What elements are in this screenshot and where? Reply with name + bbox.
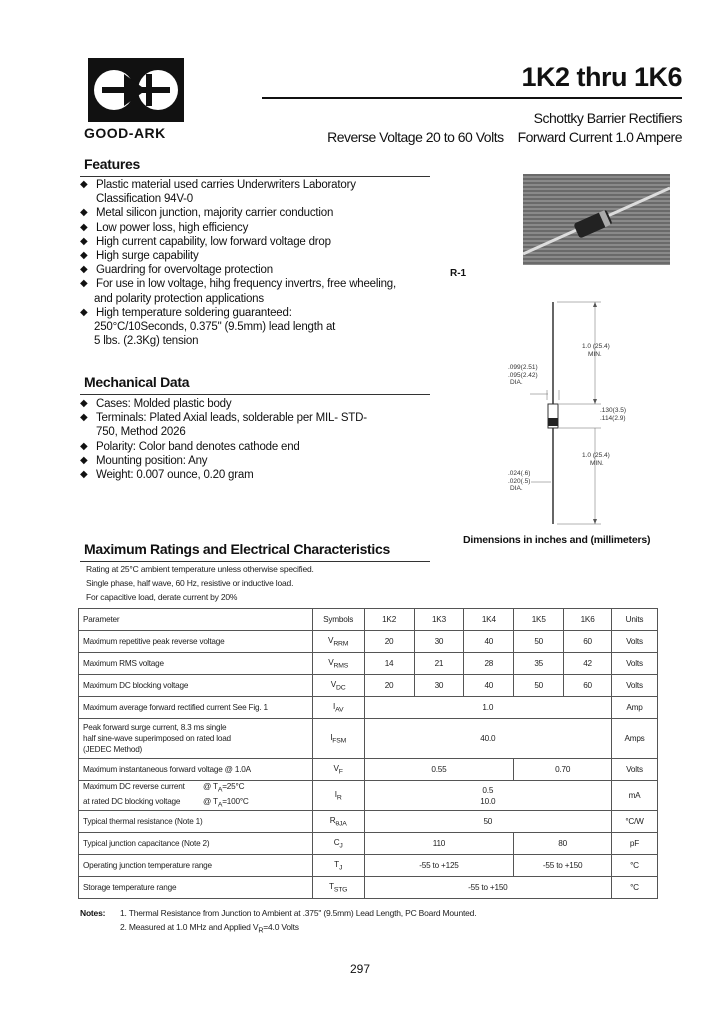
- spec-line: [327, 129, 682, 145]
- feature-item: ◆ High current capability, low forward voltage drop: [80, 235, 440, 249]
- feature-item: ◆ High temperature soldering guaranteed:: [80, 306, 440, 320]
- value-cell: 20: [364, 631, 414, 653]
- param-cell: Maximum repetitive peak reverse voltage: [79, 631, 313, 653]
- current-spec: Forward Current 1.0 Ampere: [517, 129, 682, 145]
- feature-item: ◆ For use in low voltage, hihg frequency invertrs, free wheeling,: [80, 277, 440, 291]
- symbol-sub: J: [338, 864, 343, 872]
- symbol-text: I: [333, 701, 336, 711]
- diode-logo-icon: [88, 58, 184, 122]
- unit-cell: °C/W: [612, 811, 658, 833]
- value-cell: -55 to +125: [364, 855, 514, 877]
- brand-name: GOOD-ARK: [84, 125, 166, 141]
- feature-item: ◆ Metal silicon junction, majority carrier conduction: [80, 206, 440, 220]
- param-cell: Operating junction temperature range: [79, 855, 313, 877]
- title-rule: [262, 97, 682, 99]
- header-cell: 1K3: [414, 609, 464, 631]
- symbol-sub: J: [339, 842, 343, 850]
- unit-cell: °C: [612, 877, 658, 899]
- dim-body-dia: [508, 364, 538, 387]
- mechanical-item: ◆ Weight: 0.007 ounce, 0.20 gram: [80, 468, 440, 482]
- unit-cell: Amps: [612, 719, 658, 759]
- cond-sub: A: [217, 801, 223, 809]
- symbol-text: V: [328, 635, 334, 645]
- table-row: [79, 653, 658, 675]
- value-cell: 60: [564, 675, 612, 697]
- product-photo: [523, 174, 670, 265]
- table-row: [79, 675, 658, 697]
- dimension-caption: Dimensions in inches and (millimeters): [463, 534, 651, 546]
- unit-cell: mA: [612, 781, 658, 811]
- value-cell: 30: [414, 675, 464, 697]
- feature-item-cont: 250°C/10Seconds, 0.375" (9.5mm) lead length at: [94, 321, 336, 334]
- unit-cell: Volts: [612, 653, 658, 675]
- symbol-text: C: [333, 837, 340, 847]
- feature-item-cont: 5 lbs. (2.3Kg) tension: [94, 335, 199, 348]
- symbol-cell: [312, 877, 364, 899]
- table-row: [79, 781, 658, 811]
- dim-text: MIN.: [588, 350, 602, 358]
- table-row: [79, 759, 658, 781]
- value-cell: [364, 781, 611, 811]
- symbol-sub: θJA: [335, 820, 347, 828]
- param-cell: Storage temperature range: [79, 877, 313, 899]
- condition-text: Rating at 25°C ambient temperature unless otherwise specified.: [86, 564, 314, 574]
- param-cell: Maximum average forward rectified current See Fig. 1: [79, 697, 313, 719]
- symbol-sub: AV: [335, 706, 344, 714]
- param-cell: Typical thermal resistance (Note 1): [79, 811, 313, 833]
- param-line: half sine-wave superimposed on rated load: [83, 734, 231, 743]
- symbol-cell: [312, 631, 364, 653]
- value-cell: -55 to +150: [514, 855, 612, 877]
- param-line: at rated DC blocking voltage: [83, 796, 181, 806]
- symbol-text: T: [334, 859, 339, 869]
- value-cell: 35: [514, 653, 564, 675]
- value-line: 0.5: [482, 785, 494, 795]
- dim-text: .024(.6): [508, 470, 531, 477]
- dim-lead-bottom: [582, 452, 610, 467]
- symbol-cell: [312, 811, 364, 833]
- dim-lead-dia: [508, 470, 530, 493]
- page-number: 297: [349, 962, 371, 976]
- page-title: 1K2 thru 1K6: [521, 62, 682, 92]
- table-row: [79, 719, 658, 759]
- feature-item-cont: Classification 94V-0: [96, 193, 193, 206]
- value-cell: 50: [364, 811, 611, 833]
- table-header-row: [79, 609, 658, 631]
- axial-diode-image: [523, 174, 670, 265]
- value-cell: 40: [464, 675, 514, 697]
- param-cell: Maximum instantaneous forward voltage @ 1.0A: [79, 759, 313, 781]
- dim-text: DIA.: [510, 485, 523, 492]
- table-row: [79, 697, 658, 719]
- symbol-cell: [312, 833, 364, 855]
- feature-item: ◆ Plastic material used carries Underwriters Laboratory: [80, 178, 440, 192]
- dim-text: .095(2.42): [508, 371, 538, 379]
- dim-lead-top: [582, 343, 610, 358]
- condition: [203, 781, 244, 796]
- feature-item: ◆ High surge capability: [80, 249, 440, 263]
- table-row: [79, 877, 658, 899]
- param-cell: Maximum RMS voltage: [79, 653, 313, 675]
- header-cell: 1K6: [564, 609, 612, 631]
- value-cell: 60: [564, 631, 612, 653]
- symbol-cell: [312, 781, 364, 811]
- cond-text: @ T: [203, 782, 218, 791]
- ratings-conditions: [86, 562, 314, 604]
- symbol-sub: FSM: [332, 737, 347, 745]
- unit-cell: °C: [612, 855, 658, 877]
- symbol-cell: [312, 675, 364, 697]
- symbol-text: V: [328, 657, 334, 667]
- header-cell: 1K2: [364, 609, 414, 631]
- value-cell: 30: [414, 631, 464, 653]
- header-cell: Units: [612, 609, 658, 631]
- subtitle: Schottky Barrier Rectifiers: [533, 110, 682, 126]
- symbol-cell: [312, 855, 364, 877]
- unit-cell: Amp: [612, 697, 658, 719]
- param-cell: Maximum DC blocking voltage: [79, 675, 313, 697]
- dim-text: DIA.: [510, 379, 523, 386]
- cond-sub: A: [217, 786, 223, 794]
- voltage-spec: Reverse Voltage 20 to 60 Volts: [327, 129, 504, 145]
- unit-cell: Volts: [612, 759, 658, 781]
- symbol-cell: [312, 697, 364, 719]
- symbol-sub: F: [338, 768, 343, 776]
- feature-item: ◆ Guardring for overvoltage protection: [80, 263, 440, 277]
- symbol-text: R: [329, 815, 336, 825]
- mechanical-item-cont: 750, Method 2026: [96, 426, 186, 439]
- value-cell: 80: [514, 833, 612, 855]
- symbol-sub: STG: [333, 886, 348, 894]
- header-cell: Symbols: [312, 609, 364, 631]
- feature-item-cont: and polarity protection applications: [94, 292, 264, 305]
- symbol-sub: RRM: [333, 640, 349, 648]
- notes-label: Notes:: [80, 908, 106, 918]
- value-cell: 42: [564, 653, 612, 675]
- features-rule: [80, 176, 430, 177]
- header-cell: 1K5: [514, 609, 564, 631]
- note-text: =4.0 Volts: [263, 922, 299, 932]
- symbol-cell: [312, 653, 364, 675]
- condition: [203, 796, 249, 811]
- dim-text: 1.0 (25.4): [582, 452, 610, 459]
- value-cell: 28: [464, 653, 514, 675]
- mechanical-item: ◆ Terminals: Plated Axial leads, solderable per MIL- STD-: [80, 411, 440, 425]
- cond-text: =25°C: [222, 782, 245, 791]
- dim-text: .114(2.9): [600, 414, 626, 422]
- note-1: 1. Thermal Resistance from Junction to Ambient at .375" (9.5mm) Lead Length, PC Board Mounted.: [120, 908, 477, 918]
- mechanical-list: [80, 397, 440, 482]
- symbol-text: V: [333, 763, 339, 773]
- symbol-text: T: [329, 881, 334, 891]
- unit-cell: Volts: [612, 675, 658, 697]
- table-row: [79, 833, 658, 855]
- ratings-table: [78, 608, 658, 899]
- footnotes: [80, 906, 476, 938]
- condition-text: For capacitive load, derate current by 20%: [86, 592, 238, 602]
- cond-text: @ T: [203, 796, 218, 806]
- symbol-sub: DC: [336, 684, 346, 692]
- mechanical-rule: [80, 394, 430, 395]
- value-cell: 1.0: [364, 697, 611, 719]
- brand-logo: [88, 58, 184, 122]
- param-line: (JEDEC Method): [83, 745, 143, 754]
- dim-text: 1.0 (25.4): [582, 343, 610, 350]
- value-cell: -55 to +150: [364, 877, 611, 899]
- cond-text: =100°C: [222, 796, 249, 806]
- header-cell: 1K4: [464, 609, 514, 631]
- mechanical-item: ◆ Mounting position: Any: [80, 454, 440, 468]
- value-cell: 110: [364, 833, 514, 855]
- feature-item: ◆ Low power loss, high efficiency: [80, 221, 440, 235]
- dim-text: .020(.5): [508, 477, 531, 485]
- unit-cell: pF: [612, 833, 658, 855]
- ratings-heading: Maximum Ratings and Electrical Characteristics: [84, 541, 390, 557]
- symbol-sub: R: [336, 794, 342, 802]
- dim-text: .099(2.51): [508, 364, 538, 371]
- symbol-cell: [312, 759, 364, 781]
- param-cell: [79, 781, 313, 811]
- unit-cell: Volts: [612, 631, 658, 653]
- dim-text: .130(3.5): [600, 407, 627, 414]
- table-row: [79, 855, 658, 877]
- value-cell: 0.55: [364, 759, 514, 781]
- value-cell: 0.70: [514, 759, 612, 781]
- note-2: [80, 920, 476, 938]
- note-text: 2. Measured at 1.0 MHz and Applied V: [120, 922, 259, 932]
- dim-body-len: [600, 407, 626, 422]
- package-name: R-1: [450, 268, 467, 279]
- dim-text: MIN.: [590, 459, 604, 467]
- param-cell: Typical junction capacitance (Note 2): [79, 833, 313, 855]
- symbol-text: I: [330, 732, 333, 742]
- value-cell: 50: [514, 631, 564, 653]
- features-list: [80, 178, 440, 348]
- header-cell: Parameter: [79, 609, 313, 631]
- mechanical-item: ◆ Polarity: Color band denotes cathode end: [80, 440, 440, 454]
- value-cell: 20: [364, 675, 414, 697]
- value-line: 10.0: [480, 796, 496, 806]
- param-cell: [79, 719, 313, 759]
- param-line: Peak forward surge current, 8.3 ms single: [83, 723, 227, 732]
- condition-text: Single phase, half wave, 60 Hz, resistive or inductive load.: [86, 578, 294, 588]
- table-row: [79, 811, 658, 833]
- symbol-text: V: [330, 679, 337, 689]
- symbol-sub: RMS: [333, 662, 349, 670]
- value-cell: 40.0: [364, 719, 611, 759]
- symbol-text: I: [334, 789, 337, 799]
- param-line: Maximum DC reverse current: [83, 782, 185, 791]
- value-cell: 50: [514, 675, 564, 697]
- value-cell: 21: [414, 653, 464, 675]
- table-row: [79, 631, 658, 653]
- value-cell: 40: [464, 631, 514, 653]
- note-sub: R: [258, 926, 264, 935]
- symbol-cell: [312, 719, 364, 759]
- mechanical-heading: Mechanical Data: [84, 374, 190, 390]
- mechanical-item: ◆ Cases: Molded plastic body: [80, 397, 440, 411]
- value-cell: 14: [364, 653, 414, 675]
- features-heading: Features: [84, 156, 140, 172]
